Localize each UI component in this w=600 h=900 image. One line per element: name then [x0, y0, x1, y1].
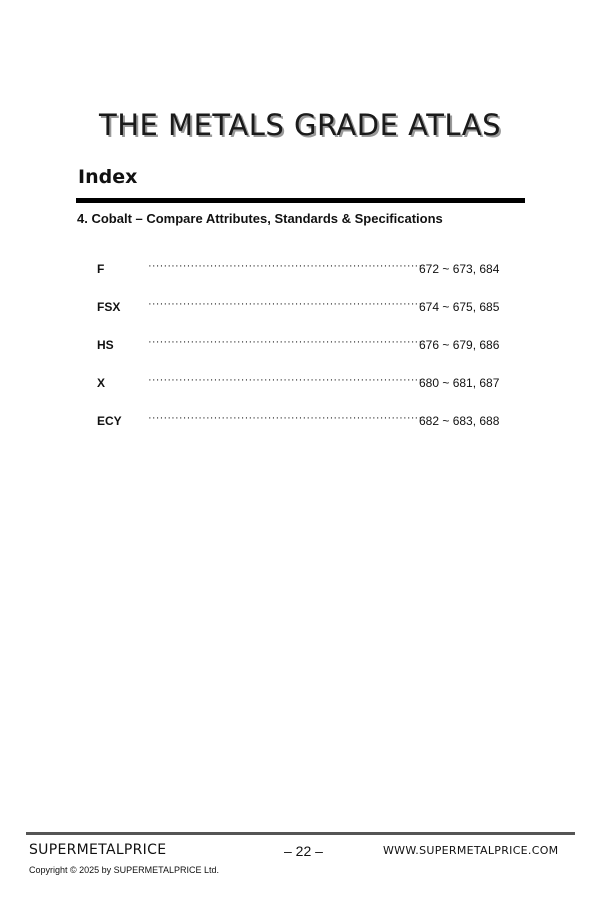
- entry-page-range: 680 ~ 681, 687: [419, 376, 500, 390]
- entry-label: ECY: [97, 414, 122, 428]
- dot-leader: ········································································: [148, 336, 427, 348]
- entry-page-range: 672 ~ 673, 684: [419, 262, 500, 276]
- section-title: 4. Cobalt – Compare Attributes, Standards & Specifications: [77, 211, 443, 226]
- index-entry[interactable]: [0, 376, 600, 392]
- footer-brand: SUPERMETALPRICE: [29, 842, 167, 858]
- dot-leader: ········································································: [148, 412, 427, 424]
- footer-divider: [26, 832, 575, 835]
- dot-leader: ········································································: [148, 260, 427, 272]
- heading-divider: [76, 198, 525, 203]
- index-entry[interactable]: [0, 414, 600, 430]
- dot-leader: ········································································: [148, 374, 427, 386]
- index-heading: Index: [78, 166, 138, 188]
- page-number: – 22 –: [284, 843, 323, 859]
- entry-label: FSX: [97, 300, 121, 314]
- index-entry[interactable]: [0, 338, 600, 354]
- dot-leader: ········································································: [148, 298, 427, 310]
- entry-label: HS: [97, 338, 114, 352]
- entry-label: F: [97, 262, 105, 276]
- entry-page-range: 676 ~ 679, 686: [419, 338, 500, 352]
- index-entry[interactable]: [0, 300, 600, 316]
- entry-page-range: 674 ~ 675, 685: [419, 300, 500, 314]
- entry-page-range: 682 ~ 683, 688: [419, 414, 500, 428]
- entry-label: X: [97, 376, 106, 390]
- index-entry[interactable]: [0, 262, 600, 278]
- copyright-notice: Copyright © 2025 by SUPERMETALPRICE Ltd.: [29, 865, 220, 875]
- footer-url[interactable]: WWW.SUPERMETALPRICE.COM: [383, 844, 559, 857]
- page-title: THE METALS GRADE ATLAS: [98, 108, 502, 142]
